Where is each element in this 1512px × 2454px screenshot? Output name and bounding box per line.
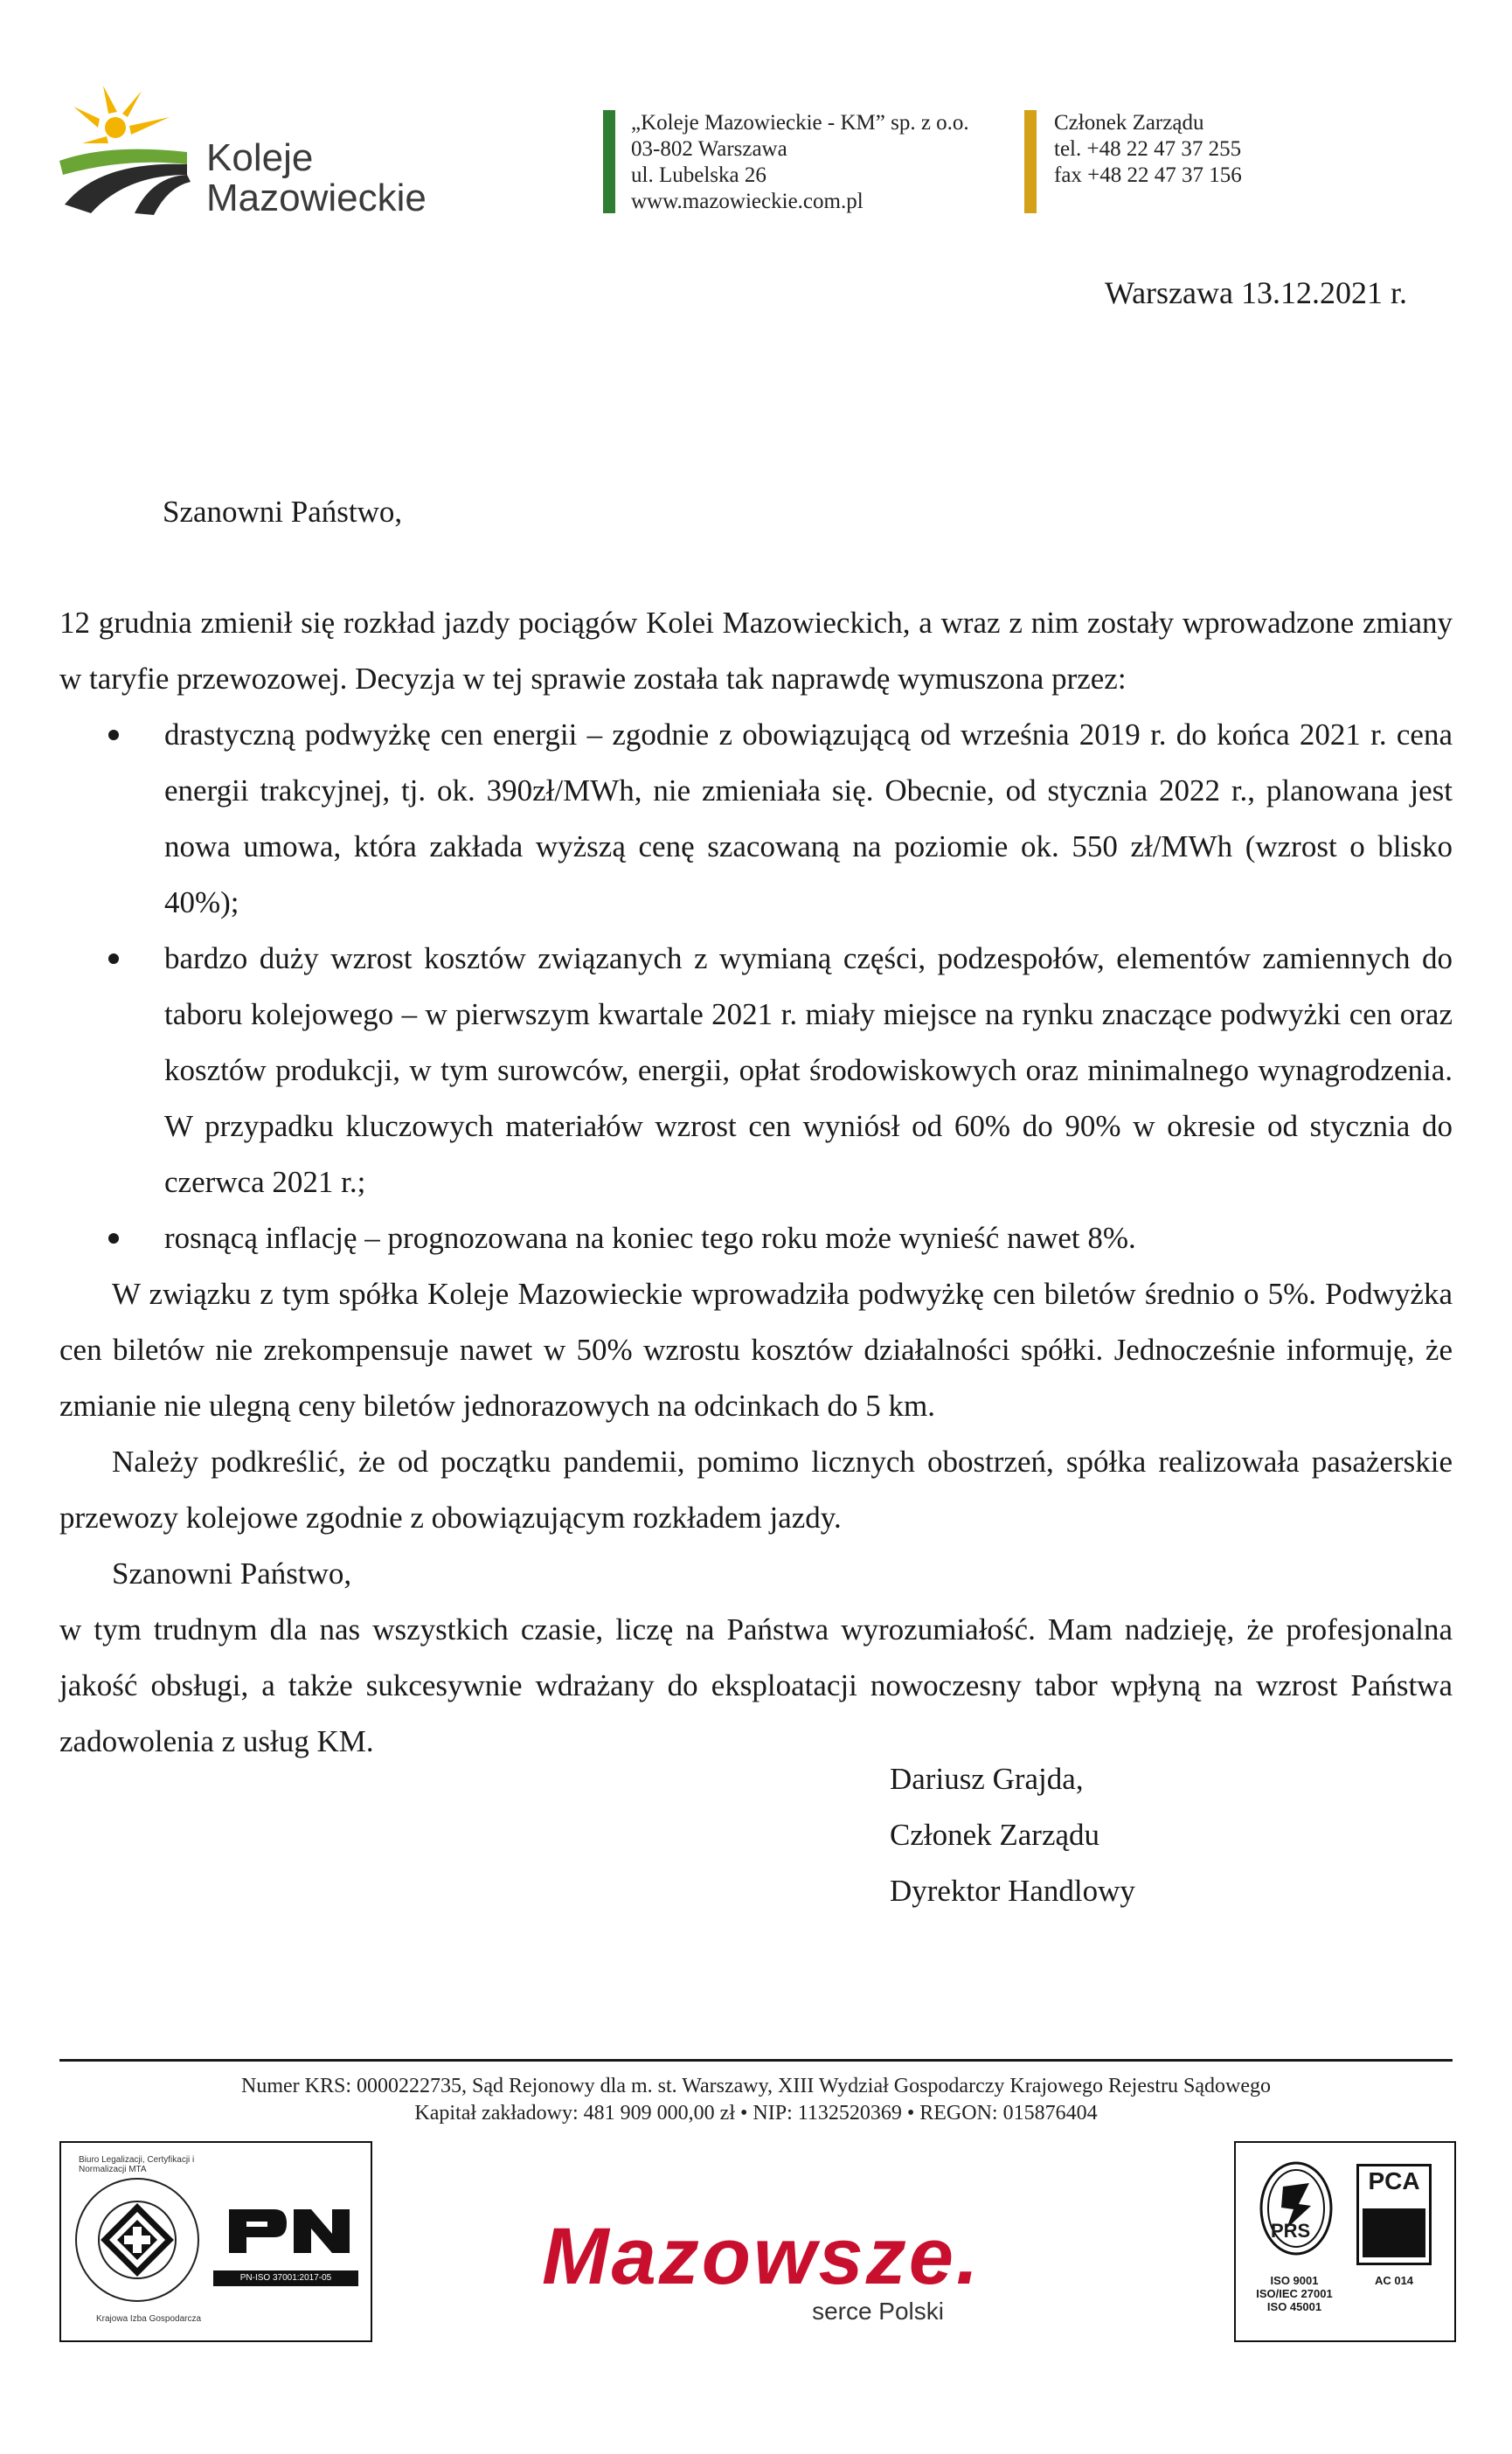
prs-iso-list	[1246, 2274, 1342, 2313]
bullet-icon	[108, 1233, 119, 1244]
company-address	[631, 110, 969, 215]
footer-krs: Numer KRS: 0000222735, Sąd Rejonowy dla m. st. Warszawy, XIII Wydział Gospodarczy Krajowego Rejestru Sądowego	[241, 2075, 1271, 2097]
list-item	[59, 1210, 1453, 1266]
pca-label: PCA	[1368, 2167, 1420, 2194]
logo-text	[206, 138, 427, 218]
pca-badge	[1356, 2164, 1432, 2265]
company-logo	[56, 73, 440, 222]
reason-text: rosnącą inflację – prognozowana na koniec tego roku może wynieść nawet 8%.	[164, 1221, 1136, 1255]
footer-legal	[59, 2073, 1453, 2127]
prs-label: PRS	[1271, 2220, 1311, 2242]
reason-text: drastyczną podwyżkę cen energii – zgodnie z obowiązującą od września 2019 r. do końca 2021 r. cena energii trakcyjnej, tj. ok. 390zł/MWh, nie zmieniała się. Obecnie, od stycznia 2022 r., planowana jest nowa umowa, która zakłada wyższą cenę szacowaną na poziomie ok. 550 zł/MWh (wzrost o blisko 40%);	[164, 717, 1453, 919]
prs-iso-27001: ISO/IEC 27001	[1256, 2287, 1333, 2300]
pn-logo-icon	[224, 2204, 355, 2256]
paragraph-price-increase: W związku z tym spółka Koleje Mazowieckie wprowadziła podwyżkę cen biletów średnio o 5%. Podwyżka cen biletów nie zrekompensuje nawet w 50% wzrostu kosztów działalności spółki. Jednocześnie informuję, że zmianie nie ulegną ceny biletów jednorazowych na odcinkach do 5 km.	[59, 1277, 1453, 1423]
list-item	[59, 931, 1453, 1210]
bullet-icon	[108, 953, 119, 964]
company-name: „Koleje Mazowieckie - KM” sp. z o.o.	[631, 111, 969, 135]
company-postcode: 03-802 Warszawa	[631, 137, 787, 161]
pn-iso-label: PN-ISO 37001:2017-05	[213, 2270, 358, 2286]
footer-rule	[59, 2059, 1453, 2062]
company-website: www.mazowieckie.com.pl	[631, 190, 864, 213]
logo-sun-rails-icon	[56, 73, 205, 222]
board-fax: fax +48 22 47 37 156	[1054, 163, 1242, 187]
pca-dark-band	[1363, 2208, 1425, 2257]
mta-seal-text: Biuro Legalizacji, Certyfikacji i Normalizacji MTA	[79, 2155, 195, 2174]
logo-line1: Koleje	[206, 136, 314, 179]
gold-divider	[1024, 110, 1037, 213]
letter-body	[59, 595, 1453, 1770]
list-item	[59, 707, 1453, 931]
signer-name: Dariusz Grajda,	[890, 1762, 1084, 1796]
greeting-2: Szanowni Państwo,	[112, 1556, 352, 1591]
kig-text: Krajowa Izba Gospodarcza	[96, 2314, 202, 2324]
footer-capital: Kapitał zakładowy: 481 909 000,00 zł • NIP: 1132520369 • REGON: 015876404	[414, 2102, 1098, 2125]
bullet-icon	[108, 730, 119, 740]
prs-iso-45001: ISO 45001	[1266, 2300, 1322, 2313]
letter-date: Warszawa 13.12.2021 r.	[1104, 275, 1407, 310]
certification-box-right	[1234, 2141, 1456, 2342]
paragraph-pandemic: Należy podkreślić, że od początku pandemii, pomimo licznych obostrzeń, spółka realizowała pasażerskie przewozy kolejowe zgodnie z obowiązującym rozkładem jazdy.	[59, 1445, 1453, 1535]
board-contact	[1054, 110, 1242, 189]
pca-accreditation-number: AC 014	[1374, 2274, 1414, 2287]
certification-box-left	[59, 2141, 372, 2342]
reason-text: bardzo duży wzrost kosztów związanych z wymianą części, podzespołów, elementów zamiennych do taboru kolejowego – w pierwszym kwartale 2021 r. miały miejsce na rynku znaczące podwyżki cen oraz kosztów produkcji, w tym surowców, energii, opłat środowiskowych oraz minimalnego wynagrodzenia. W przypadku kluczowych materiałów wzrost cen wyniósł od 60% do 90% w okresie od stycznia do czerwca 2021 r.;	[164, 941, 1453, 1199]
prs-iso-9001: ISO 9001	[1270, 2274, 1319, 2287]
mazowsze-wordmark: Mazowsze.	[542, 2212, 981, 2301]
mazowsze-logo	[542, 2211, 979, 2326]
green-divider	[603, 110, 615, 213]
reasons-list	[59, 707, 1453, 1266]
signer-position: Dyrektor Handlowy	[890, 1874, 1135, 1908]
signature-block	[890, 1751, 1135, 1919]
logo-line2: Mazowieckie	[206, 177, 427, 219]
paragraph-closing: w tym trudnym dla nas wszystkich czasie, liczę na Państwa wyrozumiałość. Mam nadzieję, że profesjonalna jakość obsługi, a także sukcesywnie wdrażany do eksploatacji nowoczesny tabor wpłyną na wzrost Państwa zadowolenia z usług KM.	[59, 1612, 1453, 1758]
greeting: Szanowni Państwo,	[163, 495, 403, 529]
board-title: Członek Zarządu	[1054, 111, 1204, 135]
signer-role: Członek Zarządu	[890, 1818, 1100, 1852]
intro-paragraph: 12 grudnia zmienił się rozkład jazdy pociągów Kolei Mazowieckich, a wraz z nim zostały wprowadzone zmiany w taryfie przewozowej. Decyzja w tej sprawie została tak naprawdę wymuszona przez:	[59, 606, 1453, 696]
mta-seal-icon	[72, 2174, 203, 2305]
board-phone: tel. +48 22 47 37 255	[1054, 137, 1242, 161]
company-street: ul. Lubelska 26	[631, 163, 766, 187]
mazowsze-tagline: serce Polski	[812, 2298, 944, 2325]
